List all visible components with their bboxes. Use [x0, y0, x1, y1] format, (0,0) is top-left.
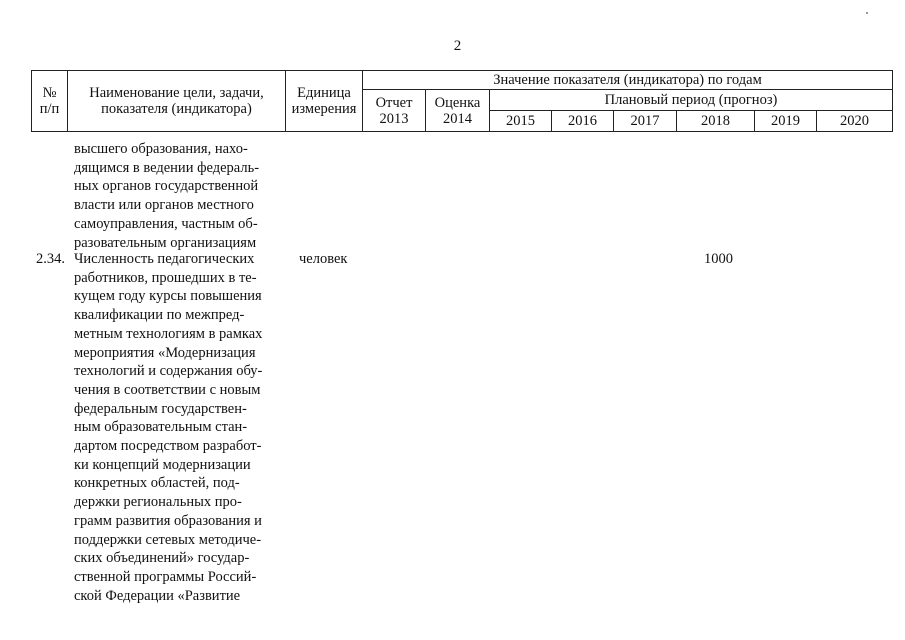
- header-estimate-year: 2014: [443, 110, 472, 127]
- indicator-name-line: грамм развития образования и: [74, 512, 262, 529]
- indicator-unit: человек: [299, 251, 348, 267]
- continued-line: дящимся в ведении федераль-: [74, 159, 260, 176]
- header-plan-period: Плановый период (прогноз): [490, 90, 893, 111]
- header-year-2017: 2017: [614, 111, 677, 132]
- indicator-name-line: работников, прошедших в те-: [74, 269, 257, 286]
- continued-indicator-name: [74, 140, 259, 252]
- indicator-name-line: ских объединений» государ-: [74, 550, 250, 567]
- indicator-name: [74, 250, 262, 605]
- header-unit-line-1: Единица: [297, 85, 351, 101]
- header-estimate-cell: [426, 90, 490, 132]
- row-number: 2.34.: [36, 251, 65, 267]
- header-values-group: Значение показателя (индикатора) по годам: [363, 71, 893, 90]
- header-year-2015: 2015: [490, 111, 552, 132]
- page-number: 2: [453, 38, 462, 54]
- header-report-year: 2013: [379, 110, 409, 127]
- continued-line: самоуправления, частным об-: [74, 215, 258, 232]
- header-unit-cell: [286, 71, 363, 132]
- indicator-name-line: поддержки сетевых методиче-: [74, 531, 262, 548]
- indicator-name-line: конкретных областей, под-: [74, 475, 240, 492]
- header-estimate-label: Оценка: [434, 94, 481, 111]
- indicator-name-line: Численность педагогических: [74, 251, 255, 267]
- indicator-name-line: кущем году курсы повышения: [74, 288, 262, 305]
- header-year-2016: 2016: [552, 111, 614, 132]
- indicator-name-line: ным образовательным стан-: [74, 419, 248, 436]
- indicator-table-header: [31, 70, 893, 132]
- header-report-cell: [363, 90, 426, 132]
- indicator-name-line: метным технологиям в рамках: [74, 325, 263, 342]
- continued-line: высшего образования, нахо-: [74, 141, 248, 157]
- indicator-value-2018: 1000: [704, 251, 733, 267]
- header-year-2018: 2018: [677, 111, 755, 132]
- indicator-name-line: ственной программы Россий-: [74, 568, 257, 585]
- indicator-name-line: технологий и содержания обу-: [74, 363, 263, 380]
- header-name-cell: [68, 71, 286, 132]
- header-year-2020: 2020: [817, 111, 893, 132]
- header-number-cell: [32, 71, 68, 132]
- continued-line: ных органов государственной: [74, 178, 259, 195]
- header-year-2019: 2019: [755, 111, 817, 132]
- header-name-line-1: Наименование цели, задачи,: [89, 85, 264, 101]
- header-number-line-1: №: [42, 85, 57, 101]
- header-report-label: Отчет: [375, 94, 413, 111]
- indicator-name-line: ки концепций модернизации: [74, 456, 251, 473]
- indicator-name-line: дартом посредством разработ-: [74, 438, 262, 455]
- indicator-name-line: ской Федерации «Развитие: [74, 587, 241, 604]
- indicator-name-line: квалификации по межпред-: [74, 307, 245, 324]
- header-unit-line-2: измерения: [291, 101, 357, 117]
- continued-line: разовательным организациям: [74, 234, 257, 251]
- indicator-name-line: федеральным государствен-: [74, 400, 247, 417]
- indicator-name-line: держки региональных про-: [74, 494, 242, 511]
- header-name-line-2: показателя (индикатора): [101, 101, 252, 117]
- header-number-line-2: п/п: [39, 101, 60, 117]
- scan-speck: [866, 12, 868, 14]
- continued-line: власти или органов местного: [74, 197, 254, 214]
- indicator-name-line: мероприятия «Модернизация: [74, 344, 256, 361]
- indicator-name-line: чения в соответствии с новым: [74, 381, 261, 398]
